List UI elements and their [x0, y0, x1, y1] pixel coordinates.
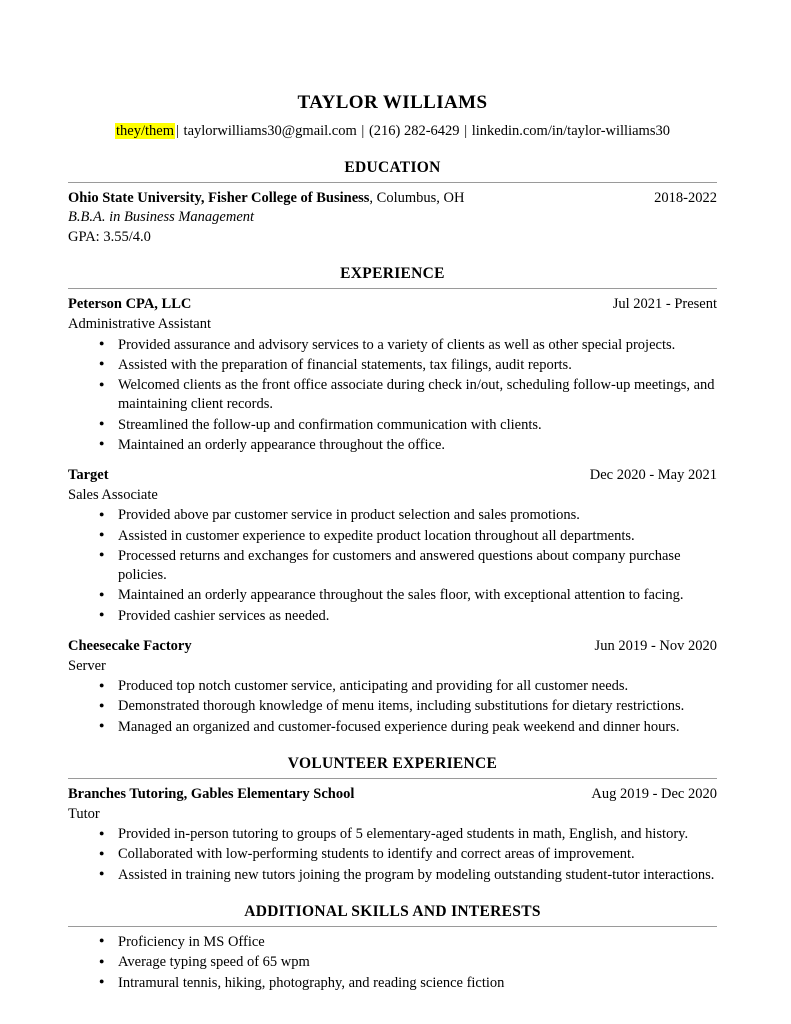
bullet-item: ● Proficiency in MS Office	[68, 933, 717, 952]
contact-separator-3: |	[464, 122, 468, 139]
phone-text[interactable]: (216) 282-6429	[368, 122, 460, 139]
section-rule-education	[68, 182, 717, 183]
experience-org: Peterson CPA, LLC	[68, 296, 192, 313]
bullet-item: ● Provided above par customer service in product selection and sales promotions.	[68, 506, 717, 525]
bullet-item: ● Assisted in training new tutors joining the program by modeling outstanding student-tutor interactions.	[68, 866, 717, 885]
experience-bullet-list	[68, 336, 717, 456]
experience-entry-head	[68, 466, 717, 486]
volunteer-entry-list	[68, 785, 717, 885]
education-school-location: , Columbus, OH	[369, 189, 465, 206]
education-school-name: Ohio State University, Fisher College of Business	[68, 189, 370, 206]
experience-bullet-list	[68, 677, 717, 737]
section-heading-experience: EXPERIENCE	[340, 265, 445, 283]
bullet-item: ● Maintained an orderly appearance throughout the office.	[68, 436, 717, 455]
experience-org: Target	[68, 467, 109, 484]
experience-role: Sales Associate	[68, 486, 158, 503]
experience-entry-head	[68, 637, 717, 657]
pronouns-highlight: they/them	[116, 122, 175, 139]
education-dates: 2018-2022	[654, 189, 717, 206]
bullet-item: ● Intramural tennis, hiking, photography, and reading science fiction	[68, 974, 717, 993]
volunteer-entry	[68, 785, 717, 885]
bullet-item: ● Provided in-person tutoring to groups of 5 elementary-aged students in math, English, and history.	[68, 825, 717, 844]
bullet-item: ● Maintained an orderly appearance throughout the sales floor, with exceptional attention to facing.	[68, 586, 717, 605]
section-rule-volunteer	[68, 778, 717, 779]
bullet-item: ● Assisted in customer experience to expedite product location throughout all departments.	[68, 527, 717, 546]
bullet-item: ● Produced top notch customer service, anticipating and providing for all customer needs.	[68, 677, 717, 696]
resume-content	[68, 0, 717, 994]
section-heading-education: EDUCATION	[344, 158, 441, 176]
bullet-item: ● Managed an organized and customer-focused experience during peak weekend and dinner hours.	[68, 718, 717, 737]
candidate-name: TAYLOR WILLIAMS	[297, 92, 488, 113]
bullet-item: ● Average typing speed of 65 wpm	[68, 953, 717, 972]
experience-entry-head	[68, 295, 717, 315]
linkedin-text[interactable]: linkedin.com/in/taylor-williams30	[471, 122, 670, 139]
volunteer-bullet-list	[68, 825, 717, 885]
experience-entry	[68, 466, 717, 626]
bullet-item: ● Welcomed clients as the front office associate during check in/out, scheduling follow-up meetings, and maintaining client records.	[68, 376, 717, 415]
section-rule-experience	[68, 288, 717, 289]
experience-dates: Jun 2019 - Nov 2020	[594, 638, 717, 654]
experience-entry	[68, 637, 717, 737]
bullet-item: ● Demonstrated thorough knowledge of menu items, including substitutions for dietary restrictions.	[68, 697, 717, 716]
bullet-item: ● Collaborated with low-performing students to identify and correct areas of improvement.	[68, 845, 717, 864]
education-school	[68, 189, 465, 209]
experience-entry-list	[68, 295, 717, 737]
volunteer-role: Tutor	[68, 805, 100, 822]
experience-dates: Dec 2020 - May 2021	[589, 467, 717, 484]
experience-role: Administrative Assistant	[68, 315, 211, 332]
bullet-item: ● Provided cashier services as needed.	[68, 607, 717, 626]
experience-dates: Jul 2021 - Present	[612, 296, 717, 313]
volunteer-dates: Aug 2019 - Dec 2020	[591, 785, 717, 802]
bullet-item: ● Processed returns and exchanges for customers and answered questions about company purchase policies.	[68, 547, 717, 586]
section-heading-volunteer: VOLUNTEER EXPERIENCE	[287, 754, 498, 772]
experience-bullet-list	[68, 506, 717, 626]
section-rule-skills	[68, 926, 717, 927]
bullet-item: ● Assisted with the preparation of financial statements, tax filings, audit reports.	[68, 356, 717, 375]
bullet-item: ● Streamlined the follow-up and confirmation communication with clients.	[68, 416, 717, 435]
volunteer-org: Branches Tutoring, Gables Elementary School	[68, 785, 355, 802]
education-entry	[68, 189, 717, 248]
experience-org: Cheesecake Factory	[68, 638, 192, 654]
contact-line	[68, 122, 717, 141]
contact-separator-2: |	[361, 122, 365, 139]
section-heading-skills: ADDITIONAL SKILLS AND INTERESTS	[244, 902, 541, 920]
skills-bullet-list	[68, 933, 717, 993]
education-gpa: GPA: 3.55/4.0	[68, 228, 151, 245]
education-entry-head	[68, 189, 717, 209]
contact-separator-1: |	[176, 122, 179, 139]
volunteer-entry-head	[68, 785, 717, 805]
bullet-item: ● Provided assurance and advisory services to a variety of clients as well as other special projects.	[68, 336, 717, 355]
email-text[interactable]: taylorwilliams30@gmail.com	[183, 122, 357, 139]
education-degree: B.B.A. in Business Management	[68, 209, 255, 226]
experience-role: Server	[68, 657, 106, 674]
experience-entry	[68, 295, 717, 455]
